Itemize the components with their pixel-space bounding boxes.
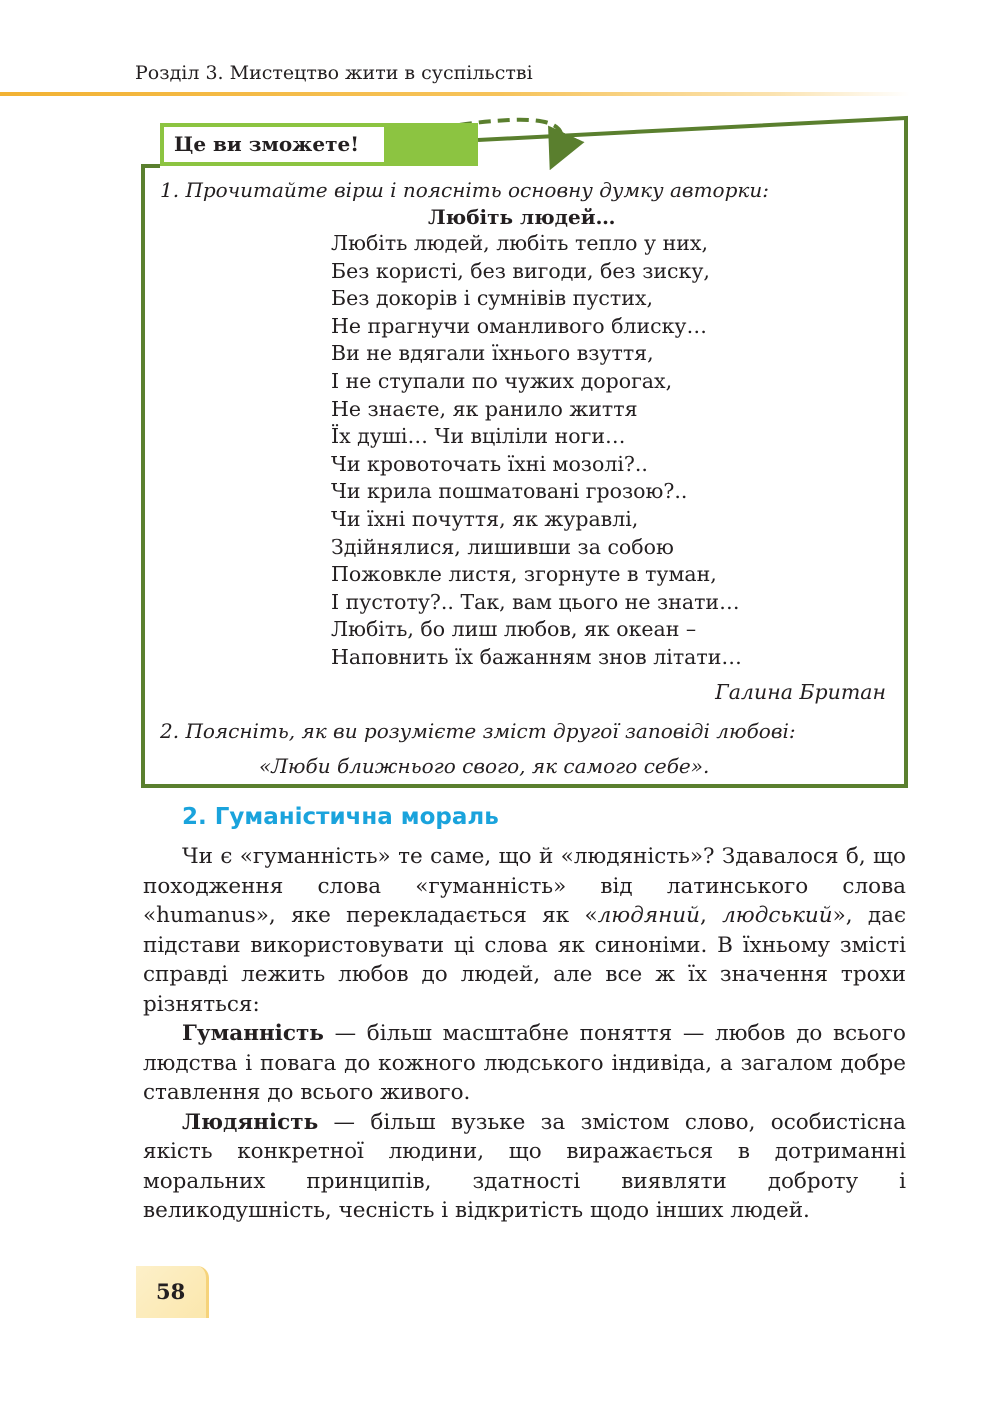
poem-line: Чи крила пошматовані грозою?..	[331, 479, 688, 504]
poem-line: Чи їхні почуття, як журавлі,	[331, 506, 639, 531]
section-body	[143, 842, 906, 1226]
section-title: 2. Гуманістична мораль	[182, 804, 499, 830]
poem-line: І пустоту?.. Так, вам цього не знати…	[331, 589, 740, 614]
running-head: Розділ 3. Мистецтво жити в суспільстві	[135, 62, 533, 84]
term-humaneness: Людяність	[182, 1109, 319, 1135]
poem-line: Без докорів і сумнівів пустих,	[331, 286, 653, 311]
poem-line: Не знаєте, як ранило життя	[331, 396, 638, 421]
poem-line: Пожовкле листя, згорнуте в туман,	[331, 562, 717, 587]
poem-author: Галина Британ	[715, 680, 886, 704]
poem-title: Любіть людей…	[428, 205, 616, 229]
poem-line: Любіть людей, любіть тепло у них,	[331, 231, 708, 255]
poem	[331, 230, 742, 672]
poem-line: Здійнялися, лишивши за собою	[331, 534, 674, 559]
paragraph-2: Гуманність — більш масштабне поняття — любов до всього людства і повага до кожного людського індивіда, а загалом добре ставлення до всього живого.	[143, 1021, 906, 1105]
paragraph-3: Людяність — більш вузьке за змістом слово, особистісна якість конкретної людини, що виражається в дотриманні моральних принципів, здатності виявляти доброту і великодушність, чесність і відкритість щодо інших людей.	[143, 1109, 906, 1223]
term-humanity: Гуманність	[182, 1021, 324, 1046]
paragraph-1: Чи є «гуманність» те саме, що й «людяність»? Здавалося б, що походження слова «гуманність» від латинського слова «humanus», яке перекладається як «людяний, людський», дає підстави використовувати ці слова як синоніми. В їхньому змісті справді лежить любов до людей, але все ж їх значення трохи різняться:	[143, 844, 907, 1017]
task-label: Це ви зможете!	[164, 127, 384, 162]
poem-line: Без користі, без вигоди, без зиску,	[331, 258, 710, 283]
page-number: 58	[156, 1279, 186, 1304]
poem-line: Чи кровоточать їхні мозолі?..	[331, 451, 648, 476]
poem-line: Наповнить їх бажанням знов літати…	[331, 644, 742, 669]
poem-line: І не ступали по чужих дорогах,	[331, 368, 673, 393]
poem-line: Любіть, бо лиш любов, як океан –	[331, 617, 697, 642]
task-question-2-quote: «Люби ближнього свого, як самого себе».	[259, 754, 710, 778]
task-question-1: 1. Прочитайте вірш і поясніть основну думку авторки:	[160, 178, 769, 202]
poem-line: Ви не вдягали їхнього взуття,	[331, 341, 654, 366]
poem-line: Не прагнучи оманливого блиску…	[331, 313, 707, 338]
task-question-2: 2. Поясніть, як ви розумієте зміст другої заповіді любові:	[160, 719, 796, 743]
poem-line: Їх душі… Чи вціліли ноги…	[331, 424, 626, 449]
